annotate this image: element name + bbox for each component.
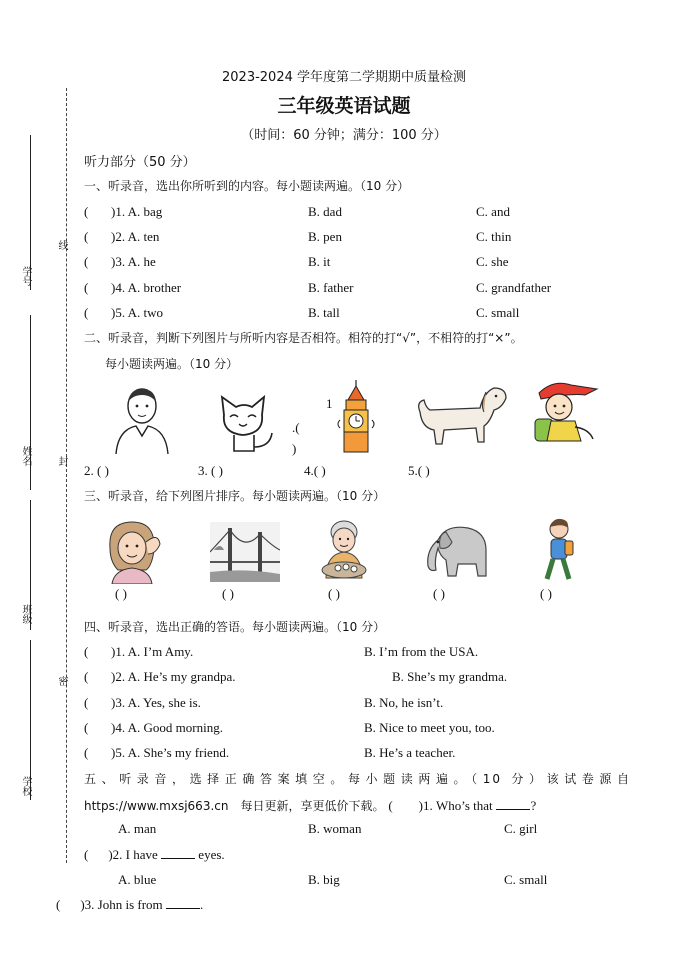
elephant-picture <box>416 520 490 582</box>
section5-title: 五、听录音，选择正确答案填空。每小题读两遍。（10 分）该试卷源自 <box>84 772 631 786</box>
option-a: )4. A. Good morning. <box>111 720 223 735</box>
q2-blank[interactable] <box>161 858 195 859</box>
walking-boy-picture <box>537 517 579 583</box>
margin-mi-label: 密 <box>56 676 67 686</box>
option-b: B. I’m from the USA. <box>364 644 479 659</box>
q1-suffix: ? <box>530 798 537 813</box>
option-b: B. No, he isn’t. <box>364 695 444 710</box>
binding-dashed-line <box>66 88 67 863</box>
section2-title: 二、听录音，判断下列图片与所听内容是否相符。相符的打“√”，不相符的打“×”。 <box>84 331 523 345</box>
option-a: )4. A. brother <box>111 280 182 295</box>
question-3 <box>56 897 203 913</box>
option-b: B. it <box>308 254 331 269</box>
option-a: )1. A. bag <box>111 204 163 219</box>
option-a: A. man <box>118 821 157 836</box>
q2-suffix: eyes. <box>198 847 225 862</box>
question-paren: ( <box>84 204 89 219</box>
q3-blank[interactable] <box>166 908 200 909</box>
option-a: )5. A. two <box>111 305 163 320</box>
question-2 <box>84 847 225 863</box>
margin-xian-label: 线 <box>56 240 67 250</box>
grandma-picture <box>314 518 378 584</box>
order-blank[interactable]: ( ) <box>328 586 340 601</box>
option-b: B. pen <box>308 229 342 244</box>
option-b: B. He’s a teacher. <box>364 745 456 760</box>
option-b: B. big <box>308 872 340 887</box>
q3-suffix: . <box>199 897 204 912</box>
question-paren: ( <box>84 669 89 684</box>
option-c: C. and <box>476 204 510 219</box>
question-paren: ( <box>84 847 89 862</box>
section1-title: 一、听录音，选出你所听到的内容。每小题读两遍。（10 分） <box>84 179 410 193</box>
option-c: C. girl <box>504 821 538 836</box>
boy-picture <box>527 377 601 447</box>
question-paren: ( <box>84 280 89 295</box>
question-paren: ( <box>84 254 89 269</box>
order-blank[interactable]: ( ) <box>433 586 445 601</box>
question-paren: ( <box>84 745 89 760</box>
source-text: https://www.mxsj663.cn 每日更新，享更低价下载。 <box>84 799 385 813</box>
option-c: C. small <box>476 305 520 320</box>
margin-class-label: 班级 <box>20 604 31 624</box>
cat-picture <box>218 393 278 455</box>
section2-title-line2: 每小题读两遍。（10 分） <box>105 357 239 371</box>
answer-2[interactable]: 2. ( ) <box>84 463 109 478</box>
question-paren: ( <box>84 229 89 244</box>
order-blank[interactable]: ( ) <box>115 586 127 601</box>
answer-4[interactable]: 4.( ) <box>304 463 326 478</box>
stray-number: 1 <box>326 396 333 411</box>
exam-subtitle: （时间：60 分钟；满分：100 分） <box>241 128 447 143</box>
q1-prefix: ( )1. Who’s that <box>388 798 493 813</box>
margin-feng-label: 封 <box>56 456 67 466</box>
option-c: C. small <box>504 872 548 887</box>
stray-paren-open: .( <box>292 420 300 435</box>
option-a: )1. A. I’m Amy. <box>111 644 194 659</box>
question-paren: ( <box>84 695 89 710</box>
section3-title: 三、听录音，给下列图片排序。每小题读两遍。（10 分） <box>84 489 386 503</box>
exam-year-title: 2023-2024 学年度第二学期期中质量检测 <box>222 70 466 85</box>
option-b: B. woman <box>308 821 362 836</box>
question-paren: ( <box>84 720 89 735</box>
option-a: A. blue <box>118 872 157 887</box>
q3-prefix: )3. John is from <box>80 897 163 912</box>
option-c: C. she <box>476 254 509 269</box>
bridge-picture <box>210 522 280 582</box>
girl-picture <box>102 518 164 584</box>
margin-student-no-label: 学号 <box>20 266 31 286</box>
exam-main-title: 三年级英语试题 <box>277 95 411 117</box>
order-blank[interactable]: ( ) <box>222 586 234 601</box>
option-b: B. tall <box>308 305 340 320</box>
dog-picture <box>414 382 508 448</box>
option-a: )2. A. He’s my grandpa. <box>111 669 236 684</box>
option-b: B. dad <box>308 204 342 219</box>
order-blank[interactable]: ( ) <box>540 586 552 601</box>
answer-5[interactable]: 5.( ) <box>408 463 430 478</box>
question-paren: ( <box>56 897 61 912</box>
margin-school-label: 学校 <box>20 776 31 796</box>
option-b: B. Nice to meet you, too. <box>364 720 495 735</box>
option-a: )3. A. he <box>111 254 156 269</box>
option-c: C. grandfather <box>476 280 552 295</box>
big-ben-picture <box>336 380 376 454</box>
question-paren: ( <box>84 305 89 320</box>
option-b: B. She’s my grandma. <box>392 669 508 684</box>
option-a: )2. A. ten <box>111 229 160 244</box>
option-c: C. thin <box>476 229 512 244</box>
answer-3[interactable]: 3. ( ) <box>198 463 223 478</box>
section4-title: 四、听录音，选出正确的答语。每小题读两遍。（10 分） <box>84 620 386 634</box>
option-b: B. father <box>308 280 354 295</box>
q1-blank[interactable] <box>496 809 530 810</box>
section5-source-line <box>84 795 536 814</box>
margin-name-label: 姓名 <box>20 446 31 466</box>
option-a: )5. A. She’s my friend. <box>111 745 230 760</box>
question-paren: ( <box>84 644 89 659</box>
listening-part-title: 听力部分（50 分） <box>84 155 196 170</box>
man-picture <box>114 386 170 456</box>
option-a: )3. A. Yes, she is. <box>111 695 201 710</box>
stray-paren-close: ) <box>292 441 297 456</box>
q2-prefix: )2. I have <box>108 847 158 862</box>
